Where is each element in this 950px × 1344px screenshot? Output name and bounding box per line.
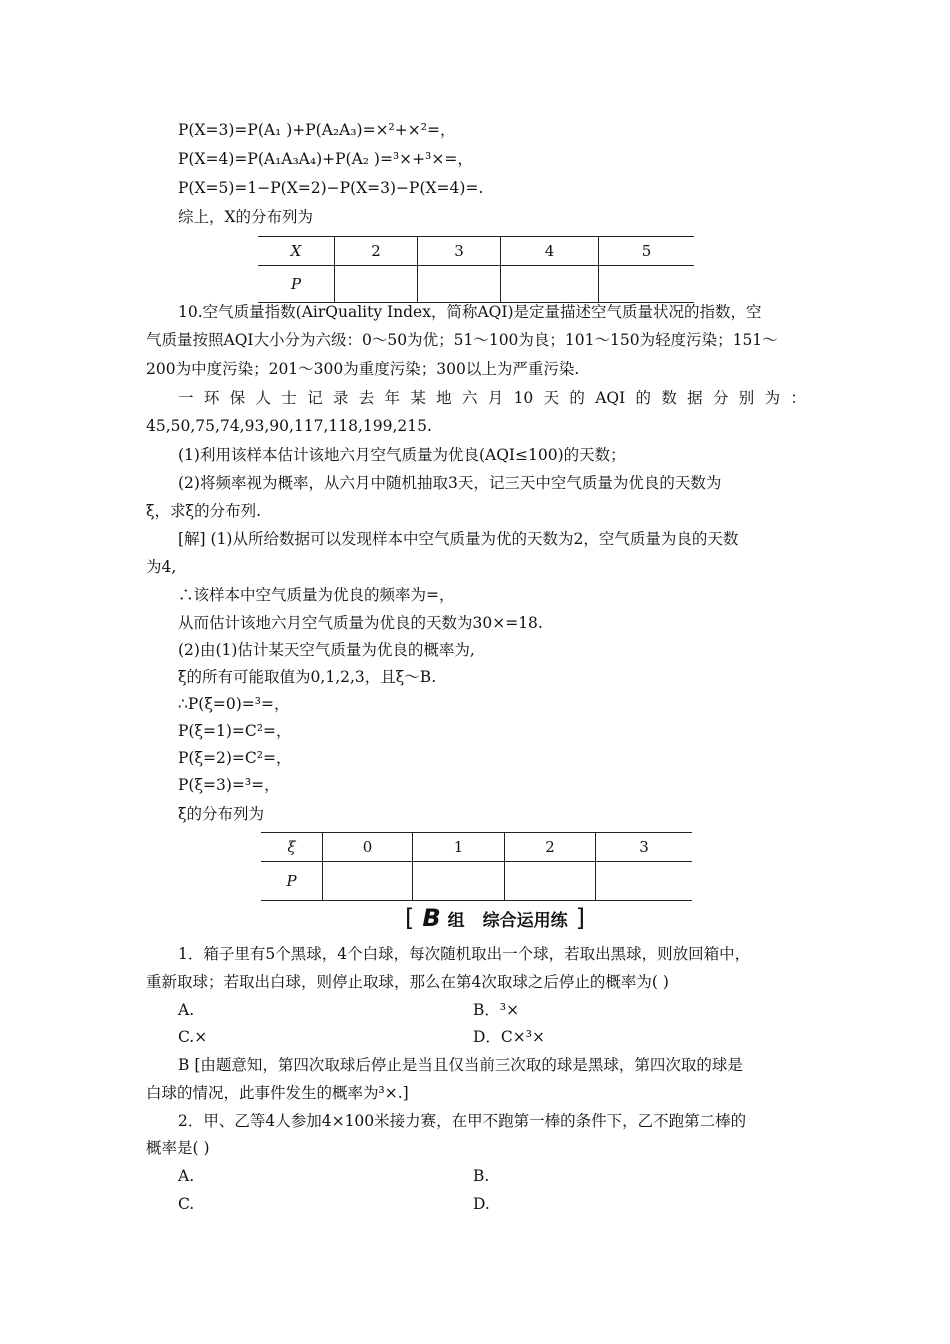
b2-option-d: D. xyxy=(473,1195,490,1213)
table-header-cell: 3 xyxy=(596,833,693,862)
summary-line: 综上，X的分布列为 xyxy=(178,208,314,226)
section-title: 综合运用练 xyxy=(482,910,568,931)
table-cell xyxy=(505,862,596,901)
solution-line: P(ξ=3)=³=， xyxy=(178,776,280,794)
table-header-cell: 5 xyxy=(599,237,695,266)
word: 月 xyxy=(487,389,504,407)
table-cell xyxy=(413,862,505,901)
q10-record-line xyxy=(178,386,806,410)
word: 某 xyxy=(410,389,426,407)
table-cell xyxy=(418,266,501,303)
word: 去 xyxy=(358,389,375,407)
table-header-var: ξ xyxy=(261,833,323,862)
solution-line: ξ的分布列为 xyxy=(178,805,265,823)
word: 录 xyxy=(332,389,349,407)
q10-text-line: 气质量按照AQI大小分为六级：0～50为优；51～100为良；101～150为轻度污染；151～ xyxy=(146,331,778,349)
word: 的 xyxy=(569,389,585,407)
word: 六 xyxy=(461,389,478,407)
table-cell xyxy=(599,266,695,303)
b1-option-a: A. xyxy=(178,1001,195,1019)
q10-text-line: 10.空气质量指数(AirQuality Index，简称AQI)是定量描述空气质量状况的指数，空 xyxy=(178,303,762,321)
table-cell xyxy=(501,266,599,303)
solution-line: P(ξ=1)=C²=， xyxy=(178,722,292,740)
word: 人 xyxy=(255,389,271,407)
table-header-cell: 2 xyxy=(335,237,418,266)
word: 据 xyxy=(687,389,703,407)
table-row-label: P xyxy=(258,266,335,303)
word: 士 xyxy=(281,389,297,407)
q10-part2: (2)将频率视为概率，从六月中随机抽取3天，记三天中空气质量为优良的天数为 xyxy=(178,474,722,492)
table-header-cell: 0 xyxy=(323,833,413,862)
table-row-label: P xyxy=(261,862,323,901)
group-label: 组 xyxy=(447,910,465,931)
q10-part2-cont: ξ，求ξ的分布列. xyxy=(146,502,262,520)
word: 分 xyxy=(712,389,729,407)
word: 数 xyxy=(661,389,677,407)
b1-answer: 白球的情况，此事件发生的概率为³×.] xyxy=(146,1084,409,1102)
table-header-cell: 4 xyxy=(501,237,599,266)
word: 为 xyxy=(764,389,781,407)
bracket-left: [ xyxy=(404,904,415,932)
table-header-cell: 2 xyxy=(505,833,596,862)
word: 别 xyxy=(738,389,755,407)
solution-line: [解] (1)从所给数据可以发现样本中空气质量为优的天数为2，空气质量为良的天数 xyxy=(178,530,739,548)
word: 地 xyxy=(436,389,452,407)
solution-line: 从而估计该地六月空气质量为优良的天数为30×=18. xyxy=(178,614,543,632)
b-group-logo: B xyxy=(422,904,440,932)
word: 环 xyxy=(203,389,220,407)
solution-line: ∴该样本中空气质量为优良的频率为=， xyxy=(178,586,455,604)
word: 一 xyxy=(178,389,194,407)
table-cell xyxy=(335,266,418,303)
b1-answer: B [由题意知，第四次取球后停止是当且仅当前三次取的球是黑球，第四次取的球是 xyxy=(178,1056,743,1074)
word: 的 xyxy=(635,389,652,407)
table-header-var: X xyxy=(258,237,335,266)
distribution-table-xi xyxy=(261,832,692,901)
b1-question: 重新取球；若取出白球，则停止取球，那么在第4次取球之后停止的概率为( ) xyxy=(146,973,669,991)
prob-x5-line: P(X=5)=1−P(X=2)−P(X=3)−P(X=4)=. xyxy=(178,179,484,197)
prob-x3-line: P(X=3)=P(A₁ )+P(A₂A₃)=×²+×²=， xyxy=(178,121,456,139)
b1-option-b: B．³× xyxy=(473,1001,520,1019)
q10-text-line: 200为中度污染；201～300为重度污染；300以上为严重污染. xyxy=(146,360,580,378)
table-header-cell: 1 xyxy=(413,833,505,862)
word: 天 xyxy=(543,389,560,407)
word: ： xyxy=(790,389,806,407)
prob-x4-line: P(X=4)=P(A₁A₃A₄)+P(A₂ )=³×+³×=， xyxy=(178,150,473,168)
b2-option-c: C. xyxy=(178,1195,195,1213)
q10-part1: (1)利用该样本估计该地六月空气质量为优良(AQI≤100)的天数； xyxy=(178,446,626,464)
distribution-table-x xyxy=(258,236,694,303)
solution-line: ∴P(ξ=0)=³=， xyxy=(178,695,290,713)
bracket-right: ] xyxy=(575,904,586,932)
b2-option-b: B. xyxy=(473,1167,490,1185)
b2-question: 概率是( ) xyxy=(146,1139,210,1157)
b1-option-c: C.× xyxy=(178,1028,208,1046)
word: 记 xyxy=(307,389,323,407)
table-header-cell: 3 xyxy=(418,237,501,266)
table-cell xyxy=(596,862,693,901)
solution-line: ξ的所有可能取值为0,1,2,3，且ξ～B. xyxy=(178,668,437,686)
b1-option-d: D．C×³× xyxy=(473,1028,545,1046)
word: 10 xyxy=(513,389,534,407)
solution-line: (2)由(1)估计某天空气质量为优良的概率为, xyxy=(178,641,475,659)
solution-line: 为4, xyxy=(146,558,177,576)
b2-question: 2．甲、乙等4人参加4×100米接力赛，在甲不跑第一棒的条件下，乙不跑第二棒的 xyxy=(178,1112,747,1130)
b1-question: 1．箱子里有5个黑球，4个白球，每次随机取出一个球，若取出黑球，则放回箱中， xyxy=(178,945,751,963)
word: 年 xyxy=(384,389,401,407)
solution-line: P(ξ=2)=C²=， xyxy=(178,749,292,767)
word: 保 xyxy=(229,389,246,407)
q10-data-line: 45,50,75,74,93,90,117,118,199,215. xyxy=(146,417,432,435)
section-banner xyxy=(395,903,595,933)
table-cell xyxy=(323,862,413,901)
word: AQI xyxy=(595,389,626,407)
b2-option-a: A. xyxy=(178,1167,195,1185)
